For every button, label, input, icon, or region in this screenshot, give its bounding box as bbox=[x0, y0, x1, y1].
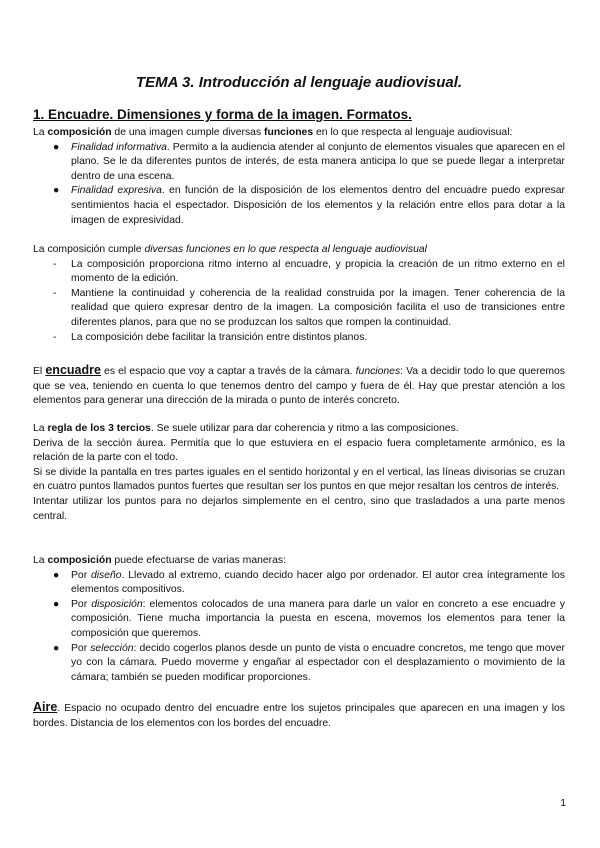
composicion-block bbox=[33, 554, 565, 685]
text-run: . Espacio no ocupado dentro del encuadre entre los sujetos principales que aparecen en una imagen y los bordes. Distancia de los elementos con los bordes del encuadre. bbox=[33, 703, 565, 729]
functions-list bbox=[33, 258, 565, 346]
list-item-text: Mantiene la continuidad y coherencia de la realidad construida por la imagen. Tener coherencia de la realidad que quiero expresar dentro de la imagen. La composición facilita el uso de transiciones entre diferentes planos, para que no se produzcan los saltos que rompen la continuidad. bbox=[71, 287, 565, 328]
text-run: La composición cumple bbox=[33, 244, 145, 255]
document-title: TEMA 3. Introducción al lenguaje audiovisual. bbox=[135, 74, 463, 91]
italic-term: diversas funciones en lo que respecta al lenguaje audiovisual bbox=[144, 244, 427, 255]
tercios-block bbox=[33, 422, 565, 524]
italic-term: funciones bbox=[355, 366, 401, 377]
bullet-icon: ● bbox=[53, 569, 60, 581]
list-item bbox=[33, 569, 565, 598]
finalidad-list bbox=[33, 141, 565, 229]
list-item-text: La composición proporciona ritmo interno al encuadre, y propicia la creación de un ritmo externo en el momento de la edición. bbox=[71, 258, 565, 285]
page-number: 1 bbox=[560, 798, 566, 809]
tercios-heading bbox=[33, 422, 565, 437]
text-run: Por bbox=[71, 569, 91, 581]
italic-term: selección bbox=[90, 642, 134, 654]
italic-term: disposición bbox=[91, 598, 143, 610]
intro-paragraph bbox=[33, 126, 565, 141]
tercios-line: Si se divide la pantalla en tres partes iguales en el sentido horizontal y en el vertical, las líneas divisorias se cruzan en cuatro puntos llamados puntos fuertes que resultan ser los puntos en que mejor resaltan los centros de interés. bbox=[33, 466, 565, 493]
text-run: puede efectuarse de varias maneras: bbox=[111, 555, 286, 566]
bold-term: regla de los 3 tercios bbox=[47, 423, 151, 434]
encuadre-block bbox=[33, 363, 565, 409]
tercios-line: Intentar utilizar los puntos para no dejarlos simplemente en el centro, sino que trasladados a una parte menos central. bbox=[33, 495, 565, 522]
dash-icon: - bbox=[53, 287, 57, 299]
functions-intro bbox=[33, 243, 565, 258]
intro-block bbox=[33, 126, 565, 228]
text-run: de una imagen cumple diversas bbox=[111, 127, 265, 138]
list-item-text: : decido cogerlos planos desde un punto de vista o encuadre concretos, me tengo que mover yo con la cámara. Puedo moverme y engañar al espectador con el desplazamiento o movimiento de la cámara; también se pueden modificar proporciones. bbox=[71, 642, 565, 683]
bold-term: composición bbox=[47, 555, 112, 566]
encuadre-paragraph bbox=[33, 363, 565, 409]
text-run: es el espacio que voy a captar a través de la cámara. bbox=[100, 366, 356, 377]
text-run: : Va a decidir todo lo que queremos que se vea, teniendo en cuenta lo que tenemos dentro del campo y fuera de él. Hay que prestar atención a los elementos para generar una dirección de la mirada o punto de interés concreto. bbox=[33, 366, 565, 407]
text-run: La bbox=[33, 555, 48, 566]
section-heading: 1. Encuadre. Dimensiones y forma de la imagen. Formatos. bbox=[33, 107, 412, 122]
list-item bbox=[33, 258, 565, 287]
dash-icon: - bbox=[53, 258, 57, 270]
text-run: El bbox=[33, 366, 46, 377]
list-item-text: . Permito a la audiencia atender al conjunto de elementos visuales que aparecen en el plano. Se le da diferentes puntos de interés, de esta manera anticipa lo que se puede llegar a interpretar dentro de una escena. bbox=[71, 141, 565, 182]
composicion-intro bbox=[33, 554, 565, 569]
list-item-text: : elementos colocados de una manera para darle un valor en concreto a ese encuadre y composición. Tiene mucha importancia la puesta en escena, movemos los elementos para tener la composición que queremos. bbox=[71, 598, 565, 639]
list-item-text: . Llevado al extremo, cuando decido hacer algo por ordenador. El autor crea íntegramente los elementos compositivos. bbox=[71, 569, 565, 596]
list-item bbox=[33, 598, 565, 642]
italic-term: diseño bbox=[90, 569, 122, 581]
text-run: La bbox=[33, 423, 48, 434]
bullet-icon: ● bbox=[53, 598, 60, 610]
list-item bbox=[33, 642, 565, 686]
text-run: Por bbox=[71, 598, 92, 610]
text-run: La bbox=[33, 127, 48, 138]
list-item bbox=[33, 184, 565, 228]
tercios-line: Deriva de la sección áurea. Permitía que lo que estuviera en el espacio fuera completamente armónico, es la relación de la parte con el todo. bbox=[33, 437, 565, 464]
composicion-list bbox=[33, 569, 565, 686]
text-run: en lo que respecta al lenguaje audiovisual: bbox=[313, 127, 513, 138]
aire-paragraph bbox=[33, 700, 565, 731]
bold-term: funciones bbox=[264, 127, 314, 138]
aire-term: Aire bbox=[33, 700, 58, 714]
dash-icon: - bbox=[53, 331, 57, 343]
list-item-text: La composición debe facilitar la transición entre distintos planos. bbox=[71, 331, 368, 343]
text-run: . Se suele utilizar para dar coherencia y ritmo a las composiciones. bbox=[150, 423, 459, 434]
list-item-text: . en función de la disposición de los elementos dentro del encuadre puedo expresar sentimientos hacia el espectador. Disposición de los elementos y la relación entre ellos para dotar a la imagen de expresividad. bbox=[71, 185, 565, 226]
list-item bbox=[33, 141, 565, 185]
italic-term: Finalidad expresiva bbox=[71, 185, 162, 197]
list-item bbox=[33, 331, 565, 346]
bullet-icon: ● bbox=[53, 185, 60, 197]
list-item bbox=[33, 287, 565, 331]
encuadre-term: encuadre bbox=[45, 363, 101, 377]
text-run: Por bbox=[71, 642, 91, 654]
functions-block bbox=[33, 243, 565, 345]
italic-term: Finalidad informativa bbox=[71, 141, 167, 153]
bullet-icon: ● bbox=[53, 642, 60, 654]
bullet-icon: ● bbox=[53, 141, 60, 153]
bold-term: composición bbox=[47, 127, 112, 138]
aire-block bbox=[33, 700, 565, 731]
